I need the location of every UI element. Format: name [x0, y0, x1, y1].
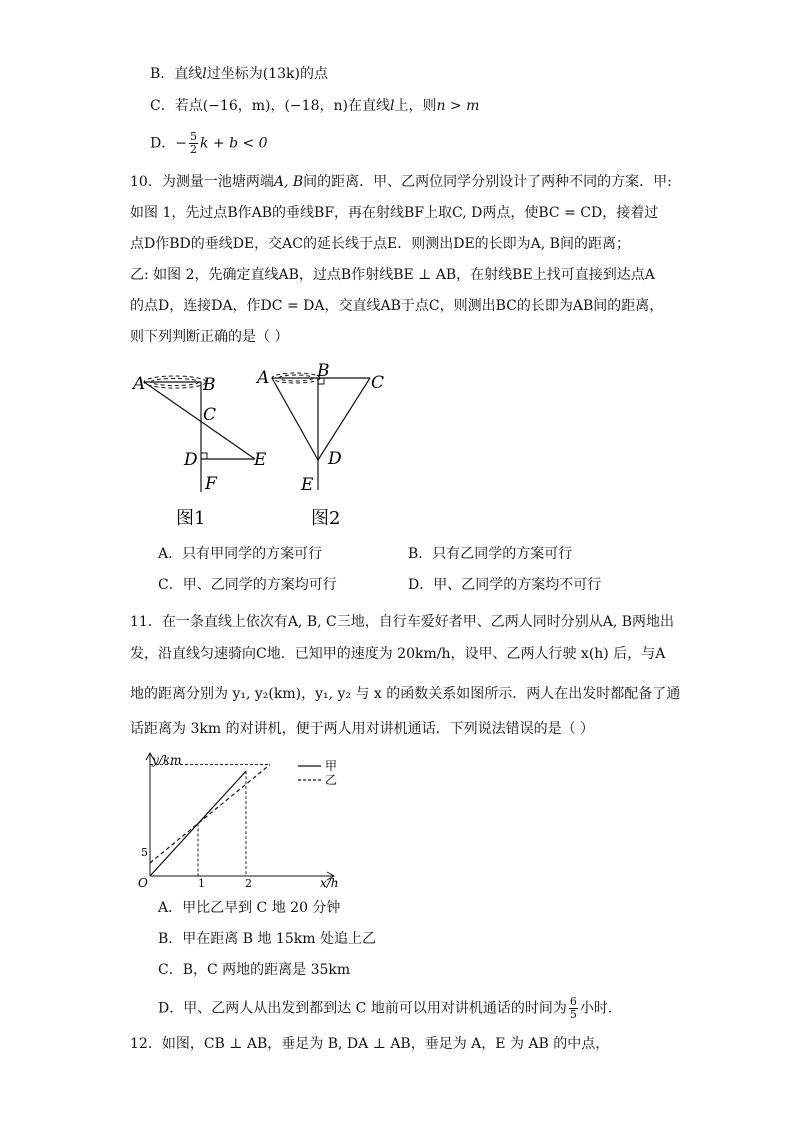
- q10-line-4: 乙: 如图 2，先确定直线AB，过点B作射线BE ⊥ AB，在射线BE上找可直接到达点A: [130, 267, 655, 283]
- q9-option-d: D．− $\frac{5}{2}$ k + b < 0: [150, 130, 268, 156]
- label-f: F: [205, 474, 217, 494]
- q11-line-4: 话距离为 3km 的对讲机，便于两人用对讲机通话．下列说法错误的是（ ）: [130, 721, 595, 737]
- x-tick-1: 1: [198, 877, 205, 888]
- label-e: E: [254, 450, 267, 470]
- segment-ae: [144, 382, 255, 459]
- label-a: A: [133, 374, 146, 394]
- label-d: D: [328, 449, 342, 469]
- q10-option-a: A．只有甲同学的方案可行: [158, 546, 323, 562]
- origin-label: O: [138, 876, 148, 888]
- q10-option-b: B．只有乙同学的方案可行: [408, 546, 573, 562]
- segment-da: [272, 378, 318, 460]
- q11-option-d: D．甲、乙两人从出发到都到达 C 地前可以用对讲机通话的时间为 $\frac{6}{5}$ 小时．: [158, 995, 622, 1021]
- fraction-5-2: $\frac{5}{2}$: [189, 130, 197, 156]
- q9-option-c: C．若点(−16，m)，(−18，n)在直线l上，则n > m: [150, 98, 480, 114]
- series-yi-line: [150, 765, 270, 863]
- q10-line-6: 则下列判断正确的是（ ）: [130, 329, 289, 345]
- q12-line-1: 12．如图，CB ⊥ AB，垂足为 B, DA ⊥ AB，垂足为 A，E 为 AB 的中点，: [130, 1036, 610, 1052]
- label-b: B: [203, 375, 216, 395]
- q11-option-c: C．B，C 两地的距离是 35km: [158, 962, 351, 978]
- figure-2-caption: 图2: [311, 508, 341, 529]
- chart-plot-area: [146, 753, 334, 880]
- q9-option-b: B．直线l过坐标为(13k)的点: [150, 66, 329, 82]
- x-tick-2: 2: [245, 877, 252, 888]
- label-e: E: [301, 475, 314, 495]
- y-axis-label: y/km: [152, 753, 182, 767]
- q10-line-3: 点D作BD的垂线DE，交AC的延长线于点E．则测出DE的长即为A, B间的距离；: [130, 236, 630, 252]
- legend-label-jia: 甲: [325, 759, 338, 773]
- x-axis-label: x/h: [320, 876, 339, 888]
- label-c: C: [203, 405, 217, 425]
- segment-dc: [318, 378, 370, 460]
- figure-1-caption: 图1: [176, 508, 206, 529]
- legend-label-yi: 乙: [325, 773, 338, 787]
- y-tick-5: 5: [141, 846, 148, 859]
- distance-time-chart: [128, 748, 358, 888]
- fraction-6-5: $\frac{6}{5}$: [569, 995, 577, 1021]
- label-c: C: [371, 373, 385, 393]
- q10-line-2: 如图 1，先过点B作AB的垂线BF，再在射线BF上取C, D两点，使BC = CD，接着过: [130, 205, 659, 221]
- q10-option-d: D．甲、乙同学的方案均不可行: [408, 577, 602, 593]
- label-b: B: [317, 362, 330, 381]
- q10-option-c: C．甲、乙同学的方案均可行: [158, 577, 337, 593]
- q11-line-1: 11．在一条直线上依次有A, B, C三地，自行车爱好者甲、乙两人同时分别从A, B两地出: [130, 614, 675, 630]
- right-angle-mark: [201, 453, 207, 459]
- label-d: D: [184, 450, 198, 470]
- label-a: A: [257, 368, 270, 388]
- figure-2: [252, 362, 402, 532]
- q10-line-5: 的点D，连接DA，作DC = DA，交直线AB于点C，则测出BC的长即为AB间的距离，: [130, 298, 664, 314]
- q11-line-2: 发，沿直线匀速骑向C地．已知甲的速度为 20km/h，设甲、乙两人行驶 x(h) 后，与A: [130, 646, 666, 662]
- q10-line-1: 10．为测量一池塘两端A, B间的距离．甲、乙两位同学分别设计了两种不同的方案．甲:: [130, 174, 672, 190]
- q11-option-b: B．甲在距离 B 地 15km 处追上乙: [158, 931, 376, 947]
- q11-line-3: 地的距离分别为 y₁, y₂(km)，y₁, y₂ 与 x 的函数关系如图所示．两人在出发时都配备了通: [130, 686, 681, 702]
- q11-option-a: A．甲比乙早到 C 地 20 分钟: [158, 900, 341, 916]
